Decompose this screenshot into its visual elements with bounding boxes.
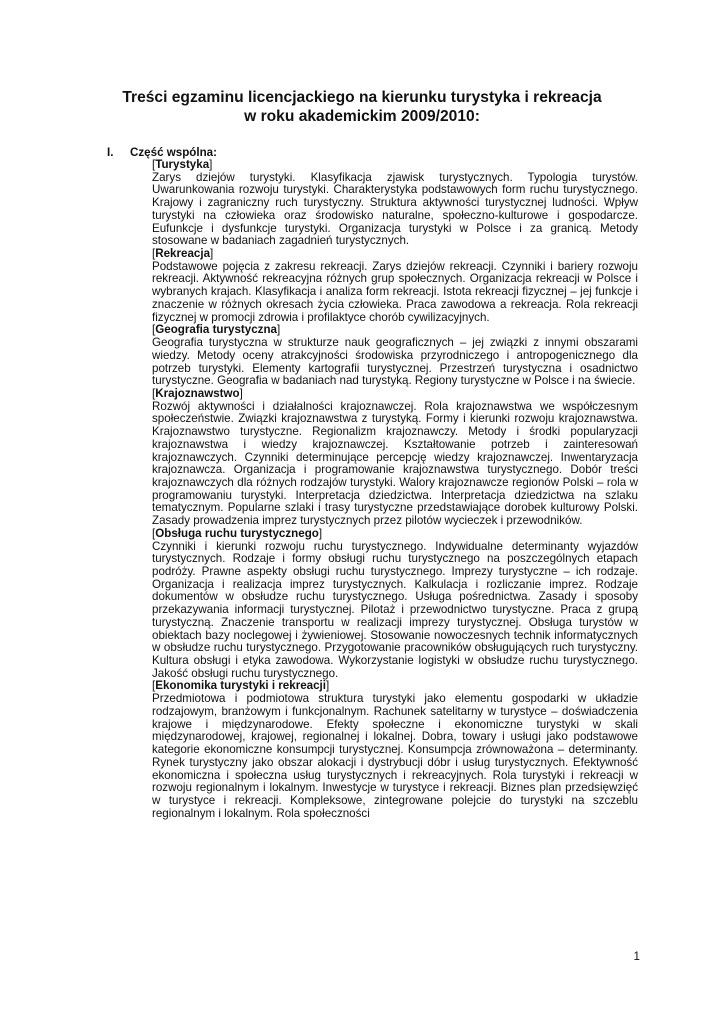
block-text: Czynniki i kierunki rozwoju ruchu turystycznego. Indywidualne determinanty wyjazdów turystycznych. Rodzaje i formy obsługi ruchu turystycznego na poszczególnych etapach podróży. Prawne aspekty obsługi ruchu turystycznego. Imprezy turystyczne – ich rodzaje. Organizacja i realizacja imprez turystycznych. Kalkulacja i rozliczanie imprez. Rodzaje dokumentów w obsłudze ruchu turystycznego. Usługa pośrednictwa. Zasady i sposoby przekazywania informacji turystycznej. Pilotaż i przewodnictwo turystyczne. Praca z grupą turystyczną. Znaczenie transportu w realizacji imprezy turystycznej. Obsługa turystów w obiektach bazy noclegowej i żywieniowej. Stosowanie nowoczesnych technik informatycznych w obsłudze ruchu turystycznego. Przygotowanie pracowników obsługujących ruch turystyczny. Kultura obsługi i etyka zawodowa. Wykorzystanie logistyki w obsłudze ruchu turystycznego. Jakość obsługi ruchu turystycznego.: [152, 539, 638, 680]
block-turystyka: [152, 159, 638, 248]
block-heading: [Ekonomika turystyki i rekreacji]: [152, 679, 330, 693]
block-heading: [Obsługa ruchu turystycznego]: [152, 526, 323, 540]
block-text: Rozwój aktywności i działalności krajoznawczej. Rola krajoznawstwa we współczesnym społeczeństwie. Związki krajoznawstwa z turystyką. Formy i kierunki rozwoju krajoznawstwa. Krajoznawstwo turystyczne. Regionalizm krajoznawczy. Metody i środki popularyzacji krajoznawstwa i wiedzy krajoznawczej. Kształtowanie potrzeb i zainteresowań krajoznawczych. Czynniki determinujące percepcję wiedzy krajoznawczej. Inwentaryzacja krajoznawcza. Organizacja i programowanie krajoznawstwa turystycznego. Dobór treści krajoznawczych dla różnych rodzajów turystyki. Walory krajoznawcze regionów Polski – rola w programowaniu turystyki. Interpretacja dziedzictwa. Interpretacja dziedzictwa na szlaku tematycznym. Popularne szlaki i trasy turystyczne przedstawiające dorobek kulturowy Polski. Zasady prowadzenia imprez turystycznych przez pilotów wycieczek i przewodników.: [152, 399, 638, 528]
block-text: Geografia turystyczna w strukturze nauk geograficznych – jej związki z innymi obszarami wiedzy. Metody oceny atrakcyjności środowiska przyrodniczego i antropogenicznego dla potrzeb turystyki. Elementy kartografii turystycznej. Przestrzeń turystyczna i osadnictwo turystyczne. Geografia w badaniach nad turystyką. Regiony turystyczne w Polsce i na świecie.: [152, 336, 638, 388]
section-number: I.: [107, 146, 114, 159]
block-heading-label: Geografia turystyczna: [155, 323, 278, 337]
title-line-2: w roku akademickim 2009/2010:: [244, 108, 480, 125]
block-krajoznawstwo: [152, 388, 638, 528]
block-heading: [Rekreacja]: [152, 247, 214, 261]
block-heading-label: Krajoznawstwo: [155, 386, 240, 400]
block-obsluga-ruchu-turystycznego: [152, 528, 638, 681]
block-text: Przedmiotowa i podmiotowa struktura turystyki jako elementu gospodarki w układzie rodzajowym, branżowym i funkcjonalnym. Rachunek satelitarny w turystyce – doświadczenia krajowe i międzynarodowe. Efekty społeczne i ekonomiczne turystyki w skali międzynarodowej, krajowej, regionalnej i lokalnej. Dobra, towary i usługi jako podstawowe kategorie ekonomiczne konsumpcji turystycznej. Konsumpcja zrównoważona – determinanty. Rynek turystyczny jako obszar alokacji i dystrybucji dóbr i usług turystycznych. Efektywność ekonomiczna i społeczna usług turystycznych i rekreacyjnych. Rola turystyki i rekreacji w rozwoju regionalnym i lokalnym. Inwestycje w turystyce i rekreacji. Biznes plan przedsięwzięć w turystyce i rekreacji. Kompleksowe, zintegrowane polejcie do turystyki na szczeblu regionalnym i lokalnym. Rola społeczności: [152, 692, 638, 820]
block-text: Podstawowe pojęcia z zakresu rekreacji. Zarys dziejów rekreacji. Czynniki i bariery rozwoju rekreacji. Aktywność rekreacyjna różnych grup społecznych. Organizacja rekreacji w Polsce i wybranych krajach. Klasyfikacja i analiza form rekreacji. Istota rekreacji fizycznej – jej funkcje i znaczenie w różnych okresach życia człowieka. Praca zawodowa a rekreacja. Rola rekreacji fizycznej w promocji zdrowia i profilaktyce chorób cywilizacyjnych.: [152, 259, 638, 324]
section-content: [152, 159, 638, 820]
block-heading-label: Turystyka: [155, 158, 210, 171]
title-line-1: Treści egzaminu licencjackiego na kierunku turystyka i rekreacja: [122, 89, 602, 106]
block-heading-label: Obsługa ruchu turystycznego: [155, 526, 319, 540]
block-text: Zarys dziejów turystyki. Klasyfikacja zjawisk turystycznych. Typologia turystów. Uwarunkowania rozwoju turystyki. Charakterystyka podstawowych form ruchu turystycznego. Krajowy i zagraniczny ruch turystyczny. Struktura aktywności turystycznej ludności. Wpływ turystyki na człowieka oraz środowisko naturalne, społeczno-kulturowe i gospodarcze. Eufunkcje i dysfunkcje turystyki. Organizacja turystyki w Polsce i za granicą. Metody stosowane w badaniach zagadnień turystycznych.: [152, 170, 638, 248]
page-number: 1: [633, 950, 640, 963]
block-heading-label: Ekonomika turystyki i rekreacji: [155, 679, 327, 693]
section-label: Część wspólna:: [130, 146, 217, 159]
block-heading-label: Rekreacja: [155, 247, 211, 261]
block-heading: [Turystyka]: [152, 158, 213, 171]
block-ekonomika-turystyki: [152, 680, 638, 820]
block-heading: [Geografia turystyczna]: [152, 323, 281, 337]
block-heading: [Krajoznawstwo]: [152, 386, 243, 400]
document-title: [60, 88, 664, 126]
block-geografia-turystyczna: [152, 324, 638, 388]
block-rekreacja: [152, 248, 638, 324]
